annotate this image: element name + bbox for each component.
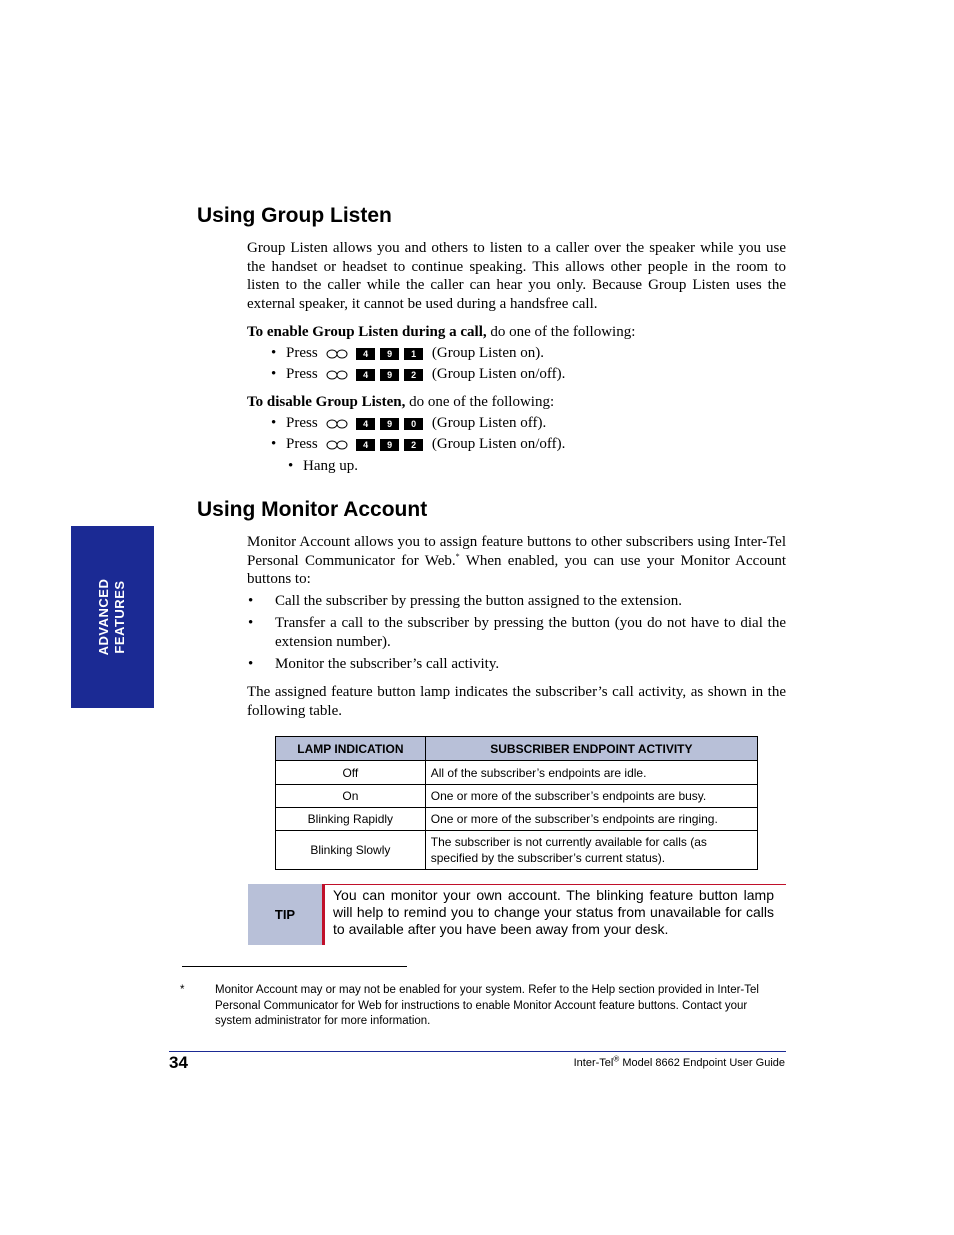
- key-4: 4: [356, 348, 375, 360]
- list-item: • Monitor the subscriber’s call activity.: [248, 656, 500, 672]
- table-cell: Blinking Rapidly: [276, 808, 426, 831]
- feature-key-icon: [326, 349, 348, 359]
- key-4: 4: [356, 369, 375, 381]
- list-item: • Press 4 9 2 (Group Listen on/off).: [271, 436, 566, 452]
- table-cell: The subscriber is not currently available for calls (as specified by the subscriber’s current status).: [425, 831, 757, 870]
- column-header: LAMP INDICATION: [276, 737, 426, 761]
- table-row: [276, 808, 758, 831]
- key-9: 9: [380, 348, 399, 360]
- footnote-mark: *: [180, 984, 185, 996]
- table-header-row: [276, 737, 758, 761]
- table-row: [276, 785, 758, 808]
- chapter-tab: [71, 526, 154, 708]
- group-listen-intro: Group Listen allows you and others to listen to a caller over the speaker while you use the handset or headset to continue speaking. This allows other people in the room to listen to the caller while the caller can hear you only. Because Group Listen uses the external speaker, it cannot be used during a handsfree call.: [247, 240, 786, 312]
- tip-top-rule: [325, 884, 786, 885]
- footer-rule: [169, 1051, 786, 1052]
- list-item: • Transfer a call to the subscriber by pressing the button (you do not have to dial the extension number).: [248, 615, 786, 650]
- table-cell: On: [276, 785, 426, 808]
- table-cell: One or more of the subscriber’s endpoints are busy.: [425, 785, 757, 808]
- enable-lead: To enable Group Listen during a call, do one of the following:: [247, 324, 636, 340]
- list-item: • Hang up.: [288, 458, 358, 474]
- key-4: 4: [356, 418, 375, 430]
- footnote-rule: [182, 966, 407, 967]
- key-9: 9: [380, 369, 399, 381]
- key-9: 9: [380, 418, 399, 430]
- table-cell: All of the subscriber’s endpoints are idle.: [425, 761, 757, 785]
- list-item: • Press 4 9 1 (Group Listen on).: [271, 345, 544, 361]
- table-cell: Off: [276, 761, 426, 785]
- key-1: 1: [404, 348, 423, 360]
- guide-title: Inter-Tel® Model 8662 Endpoint User Guide: [573, 1054, 785, 1069]
- lamp-table: [275, 736, 758, 870]
- key-2: 2: [404, 439, 423, 451]
- table-row: [276, 831, 758, 870]
- footnote-text: Monitor Account may or may not be enabled for your system. Refer to the Help section provided in Inter-Tel Personal Communicator for Web for instructions to enable Monitor Account feature buttons. Contact your system administrator for more information.: [215, 984, 759, 1028]
- table-intro: The assigned feature button lamp indicates the subscriber’s call activity, as shown in the following table.: [247, 684, 786, 719]
- feature-key-icon: [326, 370, 348, 380]
- key-9: 9: [380, 439, 399, 451]
- table-cell: One or more of the subscriber’s endpoints are ringing.: [425, 808, 757, 831]
- table-row: [276, 761, 758, 785]
- key-2: 2: [404, 369, 423, 381]
- feature-key-icon: [326, 419, 348, 429]
- disable-lead: To disable Group Listen, do one of the following:: [247, 394, 555, 410]
- chapter-tab-label: ADVANCED FEATURES: [96, 578, 127, 656]
- monitor-account-intro: Monitor Account allows you to assign feature buttons to other subscribers using Inter-Tel Personal Communicator for Web.* When enabled, you can use your Monitor Account buttons to:: [247, 534, 786, 588]
- footnote-ref: *: [455, 551, 460, 561]
- tip-label: TIP: [248, 884, 322, 945]
- list-item: • Press 4 9 2 (Group Listen on/off).: [271, 366, 566, 382]
- tip-text: You can monitor your own account. The blinking feature button lamp will help to remind you to change your status from unavailable for calls to available after you have been away from your desk.: [333, 887, 774, 937]
- key-4: 4: [356, 439, 375, 451]
- list-item: • Press 4 9 0 (Group Listen off).: [271, 415, 547, 431]
- tip-box: [248, 884, 786, 945]
- key-0: 0: [404, 418, 423, 430]
- feature-key-icon: [326, 440, 348, 450]
- table-cell: Blinking Slowly: [276, 831, 426, 870]
- section-title-monitor-account: Using Monitor Account: [197, 498, 428, 521]
- tip-divider: [322, 884, 325, 945]
- section-title-group-listen: Using Group Listen: [197, 204, 392, 227]
- list-item: • Call the subscriber by pressing the button assigned to the extension.: [248, 593, 683, 609]
- page-number: 34: [169, 1053, 188, 1072]
- column-header: SUBSCRIBER ENDPOINT ACTIVITY: [425, 737, 757, 761]
